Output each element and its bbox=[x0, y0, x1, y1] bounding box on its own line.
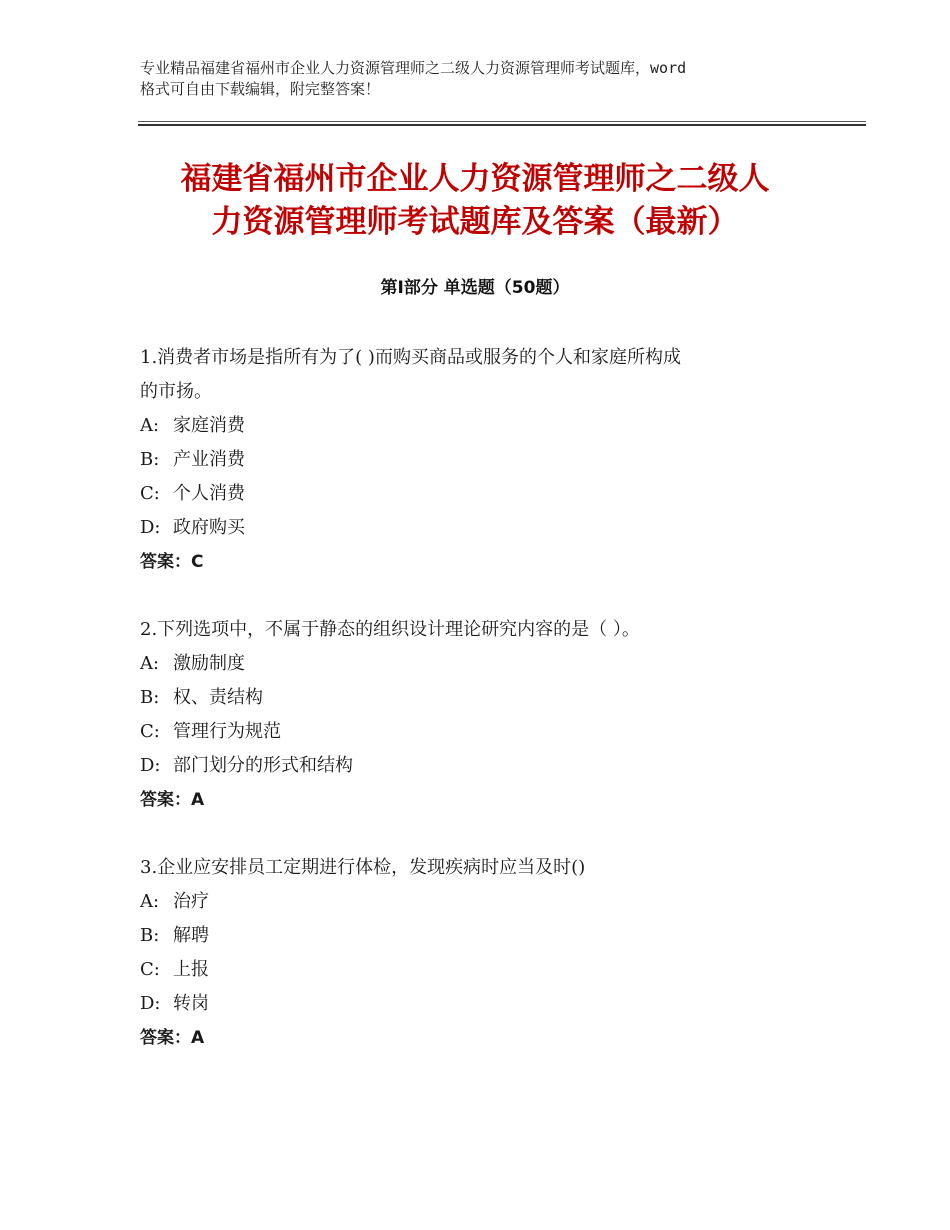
question-stem-line-1: 1.消费者市场是指所有为了( )而购买商品或服务的个人和家庭所构成 bbox=[140, 347, 681, 368]
section-heading: 第Ⅰ部分 单选题（50题） bbox=[380, 278, 570, 298]
option-text: 上报 bbox=[173, 959, 209, 980]
option-c bbox=[140, 477, 820, 511]
option-text: 个人消费 bbox=[173, 483, 245, 504]
question-stem-line-1: 3.企业应安排员工定期进行体检，发现疾病时应当及时() bbox=[140, 857, 586, 878]
question-stem bbox=[140, 613, 820, 647]
option-text: 产业消费 bbox=[173, 449, 245, 470]
question-3 bbox=[140, 851, 820, 1055]
question-1 bbox=[140, 341, 820, 579]
header-divider-thick bbox=[138, 124, 866, 126]
option-b bbox=[140, 919, 820, 953]
option-a bbox=[140, 409, 820, 443]
option-b bbox=[140, 681, 820, 715]
question-2 bbox=[140, 613, 820, 817]
header-divider-thin bbox=[138, 121, 866, 122]
option-d bbox=[140, 749, 820, 783]
question-stem bbox=[140, 851, 820, 885]
option-letter: A: bbox=[140, 891, 160, 912]
option-text: 治疗 bbox=[173, 891, 209, 912]
option-letter: C: bbox=[140, 483, 160, 504]
option-b bbox=[140, 443, 820, 477]
option-d bbox=[140, 987, 820, 1021]
option-text: 转岗 bbox=[173, 993, 209, 1014]
option-text: 管理行为规范 bbox=[173, 721, 281, 742]
option-text: 家庭消费 bbox=[173, 415, 245, 436]
option-letter: B: bbox=[140, 687, 160, 708]
option-c bbox=[140, 715, 820, 749]
answer-key: 答案：A bbox=[140, 790, 205, 810]
option-letter: A: bbox=[140, 653, 160, 674]
option-letter: C: bbox=[140, 721, 160, 742]
option-text: 部门划分的形式和结构 bbox=[173, 755, 353, 776]
option-letter: B: bbox=[140, 449, 160, 470]
option-letter: C: bbox=[140, 959, 160, 980]
question-list bbox=[140, 341, 820, 1055]
header-note-line-2: 格式可自由下载编辑，附完整答案！ bbox=[140, 80, 381, 98]
answer-key: 答案：A bbox=[140, 1028, 205, 1048]
option-text: 激励制度 bbox=[173, 653, 245, 674]
option-letter: B: bbox=[140, 925, 160, 946]
option-letter: D: bbox=[140, 517, 161, 538]
option-letter: A: bbox=[140, 415, 160, 436]
document-title bbox=[110, 158, 840, 244]
option-c bbox=[140, 953, 820, 987]
option-text: 解聘 bbox=[173, 925, 209, 946]
option-text: 权、责结构 bbox=[173, 687, 263, 708]
option-d bbox=[140, 511, 820, 545]
option-a bbox=[140, 647, 820, 681]
question-spacer bbox=[140, 579, 820, 613]
document-title-line-2: 力资源管理师考试题库及答案（最新） bbox=[211, 204, 739, 240]
option-a bbox=[140, 885, 820, 919]
question-spacer bbox=[140, 817, 820, 851]
option-text: 政府购买 bbox=[173, 517, 245, 538]
question-stem bbox=[140, 341, 820, 409]
header-note-line-1: 专业精品福建省福州市企业人力资源管理师之二级人力资源管理师考试题库，word bbox=[140, 59, 687, 77]
question-stem-line-2: 的市扬。 bbox=[140, 381, 212, 402]
header-note bbox=[140, 58, 840, 100]
answer-key: 答案：C bbox=[140, 552, 204, 572]
option-letter: D: bbox=[140, 993, 161, 1014]
document-title-line-1: 福建省福州市企业人力资源管理师之二级人 bbox=[180, 161, 770, 197]
option-letter: D: bbox=[140, 755, 161, 776]
question-stem-line-1: 2.下列选项中，不属于静态的组织设计理论研究内容的是（ ）。 bbox=[140, 619, 640, 640]
